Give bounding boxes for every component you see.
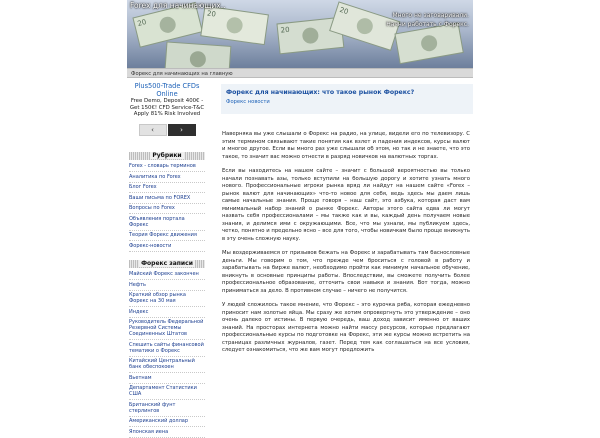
- posts-heading: [129, 260, 205, 268]
- list-item: [129, 241, 205, 252]
- posts-title: Форекс записи: [141, 259, 193, 267]
- list-item: [129, 214, 205, 231]
- post-link[interactable]: Спешить сайты финансовой тематики о Форекс: [129, 341, 204, 354]
- rubric-link[interactable]: Форекс-новости: [129, 242, 172, 249]
- content-ad-title[interactable]: Форекс для начинающих: что такое рынок Форекс?: [226, 89, 415, 96]
- sidebar-ad-text[interactable]: Free Demo, Deposit 400€ - Get 150€! CFD Service-T&C Apply 81% Risk Involved: [129, 98, 205, 117]
- list-item: [129, 193, 205, 204]
- breadcrumb-bar: [127, 68, 473, 78]
- sidebar: [127, 80, 207, 435]
- content-ad-block: [221, 84, 473, 114]
- list-item: [129, 318, 205, 341]
- sidebar-ad-title[interactable]: Plus500-Trade CFDs Online: [134, 82, 200, 98]
- site-slogan: Много не заговаривали. Начни работать с Форекс.: [386, 12, 469, 28]
- list-item: [129, 427, 205, 438]
- article-paragraph: Если вы находитесь на нашем сайте – значит с большой вероятностью вы только начали познавать азы, только вступили на большую дорогу и хотите узнать много нового. Профессиональные игроки рынка вряд ли найдут на нашем сайте «Forex – рынок валют для начинающих» что-то новое для себя, ведь здесь мы даем лишь самые начальные знания. Проще говоря – наш сайт, это азбука, которая даст вам минимальный набор знаний о рынке Форекс. Авторы этого сайта едва ли могут назвать себя профессионалами – мы также как и вы, каждый день получаем новые знания, и делимся ими с окружающими. Все, что мы узнали, мы публикуем здесь, четко, понятно и предельно ясно – все для того, чтобы новичкам было проще вникнуть в эту очень сложную науку.: [222, 168, 470, 242]
- post-link[interactable]: Японская иена: [129, 428, 169, 435]
- list-item: [129, 172, 205, 183]
- article-paragraph: Мы воздерживаемся от призывов бежать на Форекс и зарабатывать там баснословные деньги. Мы говорим о том, что прежде чем броситься с головой в работу и зарабатывать на бирже валют, необходимо пройти как минимум начальное обучение, вникнуть в основные принципы работы. Впоследствии, вы сможете получить более профессиональное образование, отточить свои навыки и знания. Вот тогда, можно приниматься за дело. В противном случае – ничего не получится.: [222, 250, 470, 294]
- list-item: [129, 183, 205, 194]
- list-item: [129, 357, 205, 374]
- rubric-link[interactable]: Блог Forex: [129, 184, 157, 190]
- content-ad-subtitle[interactable]: Форекс новости: [226, 99, 270, 105]
- list-item: [129, 291, 205, 308]
- list-item: [129, 280, 205, 291]
- list-item: [129, 162, 205, 173]
- post-link[interactable]: Американский доллар: [129, 418, 189, 424]
- post-link[interactable]: Майский Форекс закончен: [129, 271, 199, 277]
- list-item: [129, 307, 205, 318]
- banknote-2-value: 20: [206, 9, 217, 19]
- ad-next-button[interactable]: ›: [168, 124, 196, 136]
- post-link[interactable]: Нефть: [129, 281, 146, 288]
- site-header: [127, 0, 473, 68]
- post-link[interactable]: Руководитель Федеральной Резервной Системы Соединенных Штатов: [129, 319, 204, 337]
- article-paragraph: У людей сложилось такое мнение, что Форекс – это курочка ряба, которая ежедневно приносит нам золотые яйца. Мы сразу же хотим опровергнуть это утверждение – оно очень далеко от истины. В первую очередь, ваш доход зависит именно от ваших знаний. На просторах интернета можно найти массу ресурсов, которые предлагают профессиональные курсы по подготовке на Форекс, эти же курсы можно встретить на страницах различных журналов, газет. Перед тем как соглашаться на все условия, следует ознакомиться, что же вам могут предложить: [222, 302, 470, 353]
- rubric-link[interactable]: Объявления портала Форекс: [129, 215, 185, 228]
- list-item: [129, 373, 205, 384]
- rubric-link[interactable]: Аналитика по Forex: [129, 173, 181, 180]
- banknote-1-value: 20: [136, 18, 148, 28]
- breadcrumb[interactable]: Форекс для начинающих на главную: [131, 70, 233, 77]
- rubrics-list: [127, 162, 207, 252]
- post-link[interactable]: Вьетнам: [129, 374, 152, 381]
- ad-prev-button[interactable]: ‹: [139, 124, 167, 136]
- rubric-link[interactable]: Forex - словарь терминов: [129, 163, 196, 169]
- post-link[interactable]: Департамент Статистики США: [129, 385, 197, 397]
- article-body: [222, 131, 470, 400]
- rubric-link[interactable]: Вопросы по Forex: [129, 205, 175, 211]
- list-item: [129, 231, 205, 242]
- list-item: [129, 204, 205, 215]
- rubrics-title: Рубрики: [152, 151, 182, 159]
- list-item: [129, 400, 205, 417]
- posts-list: [127, 270, 207, 438]
- list-item: [129, 340, 205, 357]
- list-item: [129, 384, 205, 401]
- rubric-link[interactable]: Ваши письма по FOREX: [129, 194, 191, 201]
- banknote-2: [201, 6, 269, 45]
- list-item: [129, 270, 205, 281]
- post-link[interactable]: Британский фунт стерлингов: [129, 401, 176, 414]
- list-item: [129, 417, 205, 428]
- ad-nav: [127, 124, 207, 136]
- rubric-link[interactable]: Теория Форекс движения: [129, 232, 197, 238]
- post-link[interactable]: Индекс: [129, 308, 149, 315]
- rubrics-heading: [129, 152, 205, 160]
- article-paragraph: Наверняка вы уже слышали о Форекс на радио, на улице, видели его по телевизору. С этим термином связывают такие понятия как взлет и падения индексов, курсы валют и многое другое. Если вы много раз уже слышали об этом, но так и не знаете, что это такое, то значит вас можно отнести в разряд новичков на валютных торгах.: [222, 131, 470, 160]
- banknote-3-value: 20: [280, 25, 291, 35]
- site-title[interactable]: Forex для начинающих..: [130, 1, 226, 10]
- post-link[interactable]: Китайский Центральный банк обеспокоен: [129, 358, 195, 370]
- post-link[interactable]: Краткий обзор рынка Форекс на 30 мая: [129, 292, 186, 304]
- banknote-4-value: 20: [338, 5, 350, 17]
